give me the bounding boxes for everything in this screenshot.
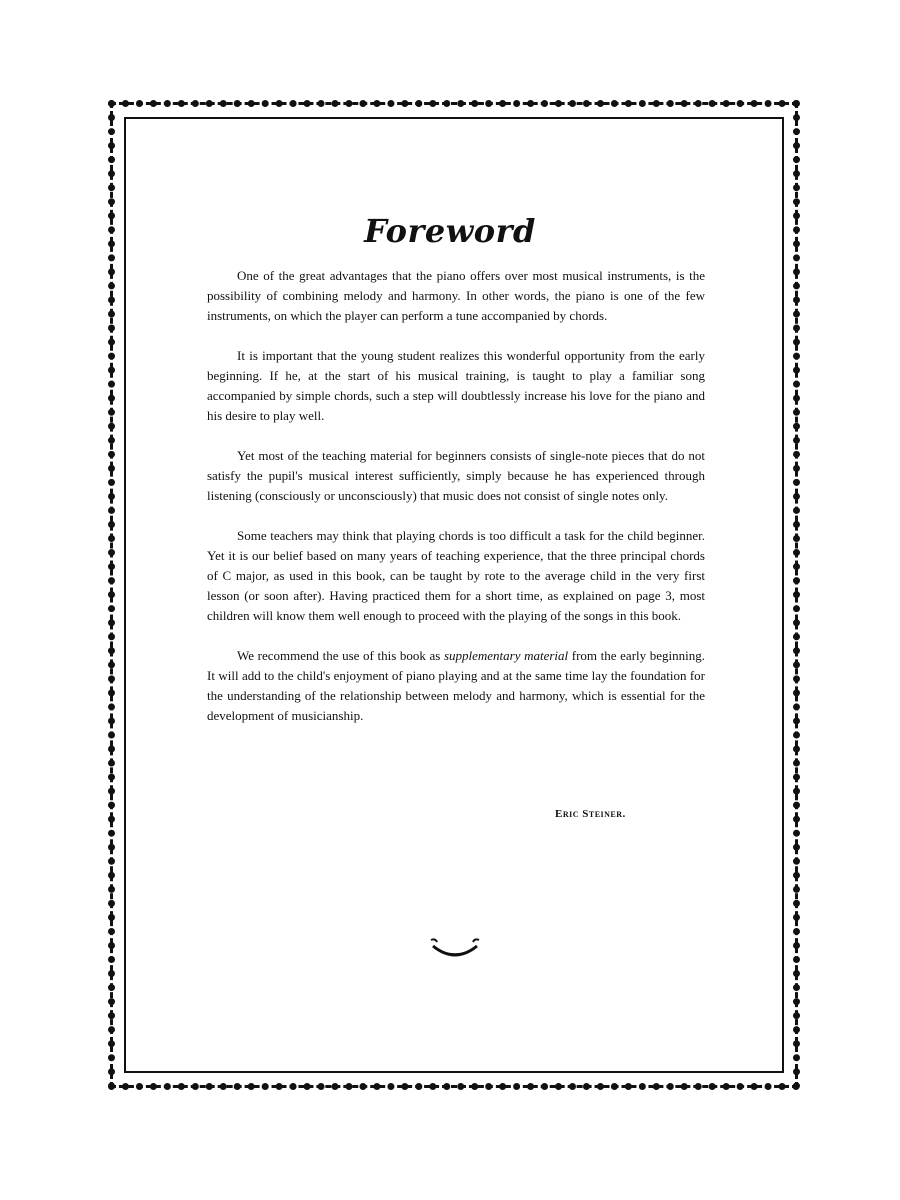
author-signature: Eric Steiner.: [555, 808, 626, 820]
page-title: Foreword: [364, 212, 536, 250]
paragraph-5-start: We recommend the use of this book as: [237, 648, 444, 663]
paragraph-5-emphasis: supplementary material: [443, 648, 569, 663]
paragraph-2: It is important that the young student realizes this wonderful opportunity from the early beginning. If he, at the start of his musical training, is taught to play a familiar song accompanied by simple chords, such a step will doubtlessly increase his love for the piano and his desire to play well.: [207, 348, 705, 423]
paragraph-5: [207, 646, 705, 726]
paragraph-4: Some teachers may think that playing chords is too difficult a task for the child beginner. Yet it is our belief based on many years of teaching experience, that the three principal chords of C major, as used in this book, can be taught by rote to the average child in the very first lesson (or soon after). Having practiced them for a short time, as explained on page 3, most children will know them well enough to proceed with the playing of the songs in this book.: [207, 528, 705, 623]
closing-ornament-icon: [427, 934, 483, 964]
paragraph-5-end: from the early beginning. It will add to the child's enjoyment of piano playing and at the same time lay the foundation for the understanding of the relationship between melody and harmony, which is essential for the development of musicianship.: [207, 648, 705, 723]
foreword-body: [207, 266, 705, 746]
paragraph-1: One of the great advantages that the piano offers over most musical instruments, is the possibility of combining melody and harmony. In other words, the piano is one of the few instruments, on which the player can perform a tune accompanied by chords.: [207, 268, 705, 323]
paragraph-3: Yet most of the teaching material for beginners consists of single-note pieces that do not satisfy the pupil's musical interest sufficiently, simply because he has experienced through listening (consciously or unconsciously) that music does not consist of single notes only.: [207, 448, 705, 503]
